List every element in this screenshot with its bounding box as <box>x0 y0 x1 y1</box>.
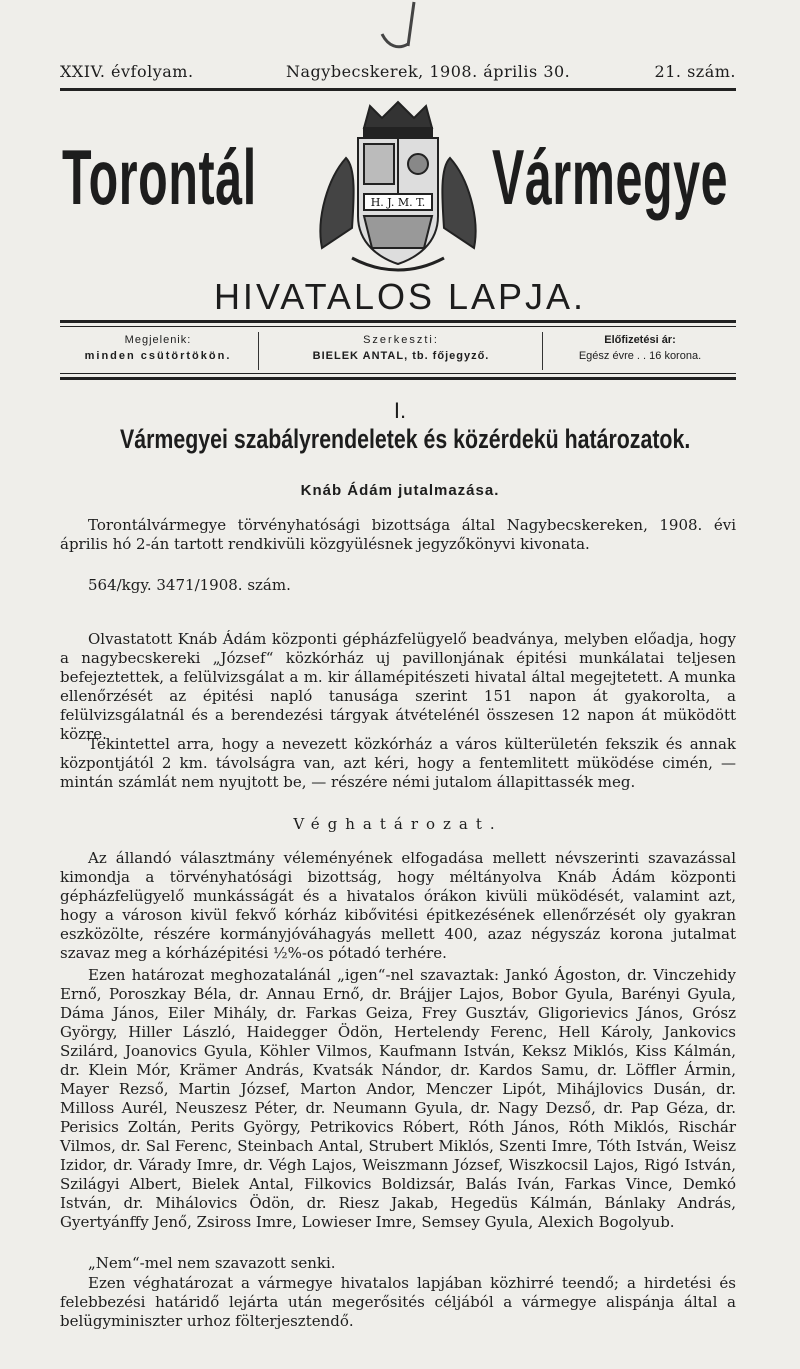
paragraph-3: Az állandó választmány véleményének elfogadása mellett névszerinti szavazással kimondja a törvényhatósági bizottság, hogy méltányolva Knáb Ádám központi gépházfelügyelő munkásságát és a hivatalos órákon kivüli müködését, valamint azt, hogy a városon kivül fekvő kórház kibővitési épitkezésének ellenőrzését oly gyakran eszközölte, részére kormányjóváhagyás mellett 400, azaz négyszáz korona jutalmat szavaz meg a kórházépitési ½%-os pótadó terhére. <box>60 849 736 962</box>
paragraph-1: Olvastatott Knáb Ádám központi gépházfelügyelő beadványa, melyben előadja, hogy a nagybecskereki „József“ közkórház uj pavillonjának épitési munkálatai teljesen befejeztettek, a felülvizsgálat a m. kir államépitészeti hivatal által megejtetett. A munka ellenőrzését az épitési napló tanusága szerint 151 napon át gyakorolta, a felülvizsgálatnál és a berendezési tárgyak átvételénél összesen 12 napon át müködött közre. <box>60 630 736 743</box>
price-box <box>544 330 736 372</box>
place-date: Nagybecskerek, 1908. április 30. <box>286 62 571 81</box>
reference-number: 564/kgy. 3471/1908. szám. <box>88 576 291 594</box>
divider <box>258 332 259 370</box>
divider <box>542 332 543 370</box>
appears-value: minden csütörtökön. <box>84 350 232 362</box>
divider <box>60 377 736 380</box>
paragraph-6: Ezen véghatározat a vármegye hivatalos lapjában közhirré teendő; a hirdetési és felebbezési határidő lejárta után megerősités céljából a vármegye alispánja által a belügyminiszter urhoz fölterjesztendő. <box>60 1274 736 1330</box>
divider <box>60 320 736 323</box>
paragraph-2: Tekintettel arra, hogy a nevezett közkórház a város külterületén fekszik és annak központjától 2 km. távolságra van, azt kéri, hogy a fentemlitett müködése cimén, — mintán számlát nem nyujtott be, — részére némi jutalom állapittassék meg. <box>60 735 736 791</box>
voter-list: Ezen határozat meghozatalánál „igen“-nel szavaztak: Jankó Ágoston, dr. Vinczehidy Ernő, Poroszkay Béla, dr. Annau Ernő, dr. Brájjer Lajos, Bobor Gyula, Barényi Gyula, Dáma János, Eiler Mihály, dr. Farkas Geiza, Frey Gusztáv, Gligorievics János, Grósz György, Hiller László, Haidegger Ödön, Hertelendy Ferenc, Hell Károly, Jankovics Szilárd, Joanovics Gyula, Köhler Vilmos, Kaufmann István, Keksz Miklós, Kiss Kálmán, dr. Klein Mór, Krämer András, Kvatsák Nándor, dr. Kardos Samu, dr. Löffler Ármin, Mayer Rezső, Martin József, Marton Andor, Menczer Lipót, Mihájlovics Dusán, dr. Milloss Aurél, Neuszesz Péter, dr. Neumann Gyula, dr. Nagy Dezső, dr. Pap Géza, dr. Perisics Zoltán, Perits György, Petrikovics Róbert, Róth János, Róth Miklós, Rischár Vilmos, dr. Sal Ferenc, Steinbach Antal, Strubert Miklós, Szenti Imre, Tóth István, Weisz Izidor, dr. Várady Imre, dr. Végh Lajos, Weiszmann József, Wiszkocsil Lajos, Rigó István, Szilágyi Albert, Bielek Antal, Filkovics Boldizsár, Balás Iván, Farkas Vince, Demkó István, dr. Mihálovics Ödön, dr. Riesz Jakab, Hegedüs Kálmán, Bánlaky András, Gyertyánffy Jenő, Zsiross Imre, Lowieser Imre, Semsey Gyula, Alexich Bogolyub. <box>60 966 736 1231</box>
masthead-subtitle: HIVATALOS LAPJA. <box>213 276 587 317</box>
price-label: Előfizetési ár: <box>604 334 676 346</box>
decision-heading: Véghatározat. <box>293 815 503 833</box>
issue-number: 21. szám. <box>654 62 736 81</box>
divider <box>60 88 736 91</box>
header-line <box>60 62 736 86</box>
editor-box <box>260 330 542 372</box>
article-heading: Knáb Ádám jutalmazása. <box>300 482 500 499</box>
publication-info <box>60 330 736 372</box>
appears-label: Megjelenik: <box>124 334 192 346</box>
handwritten-mark <box>378 0 438 56</box>
price-value: Egész évre . . 16 korona. <box>578 350 702 362</box>
divider <box>60 373 736 374</box>
crest-text: H. J. M. T. <box>370 196 426 209</box>
section-number: I. <box>393 398 407 423</box>
volume-label: XXIV. évfolyam. <box>60 62 194 81</box>
section-title: Vármegyei szabályrendeletek és közérdekü határozatok. <box>120 424 691 454</box>
coat-of-arms-icon <box>312 98 484 274</box>
editor-label: Szerkeszti: <box>363 334 439 346</box>
paragraph-5: „Nem“-mel nem szavazott senki. <box>88 1254 336 1272</box>
intro-paragraph: Torontálvármegye törvényhatósági bizottsága által Nagybecskereken, 1908. évi április hó 2-án tartott rendkivüli közgyülésnek jegyzőkönyvi kivonata. <box>60 516 736 553</box>
masthead-title-right: Vármegye <box>492 133 729 221</box>
appears-box <box>60 330 256 372</box>
editor-value: BIELEK ANTAL, tb. főjegyző. <box>312 350 490 362</box>
masthead-title-left: Torontál <box>62 133 257 221</box>
divider <box>60 326 736 327</box>
